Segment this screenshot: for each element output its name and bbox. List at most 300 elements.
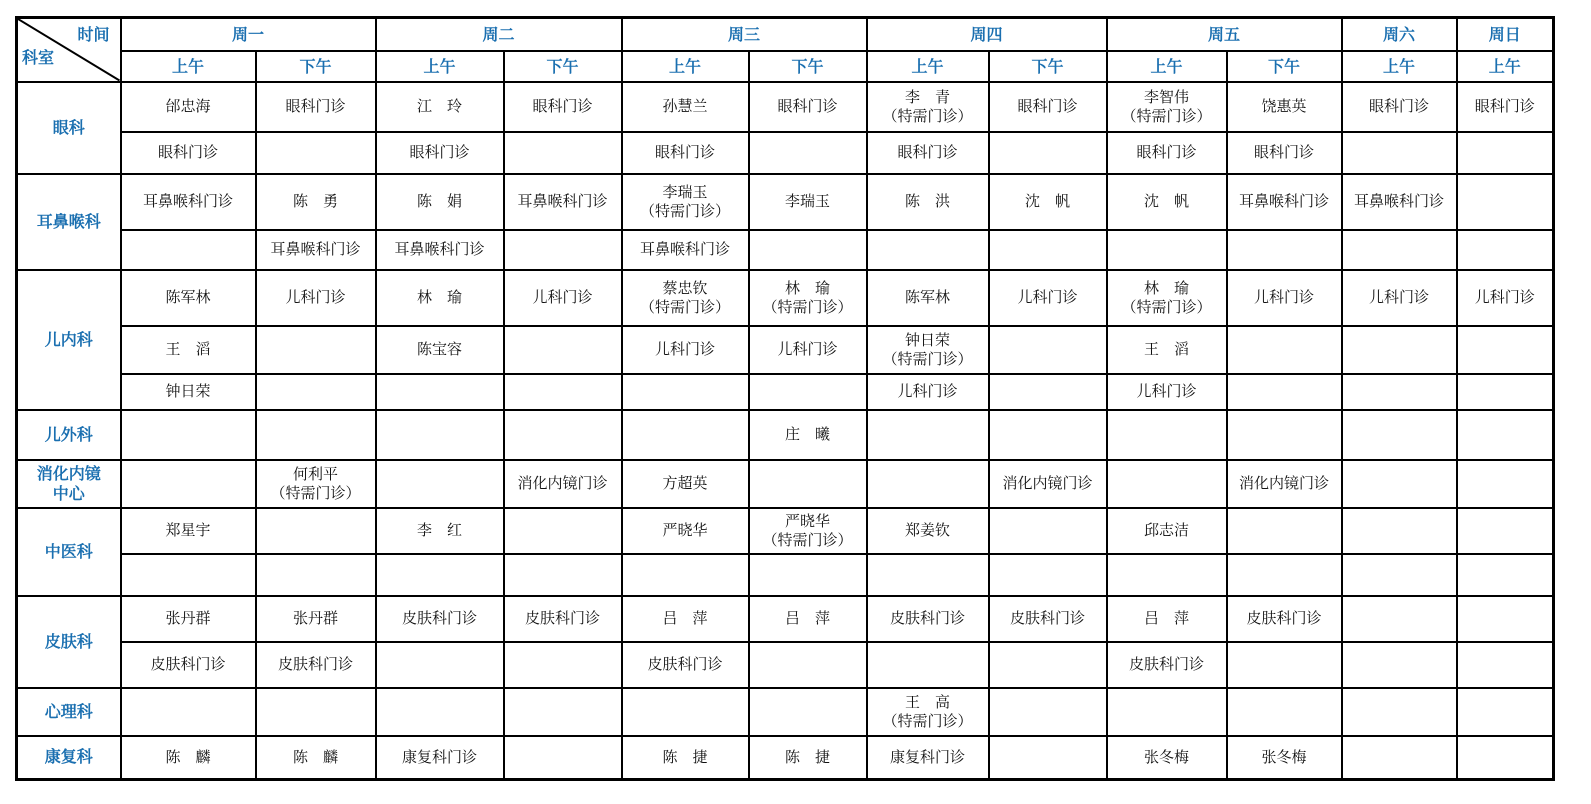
schedule-cell bbox=[1107, 230, 1227, 270]
schedule-cell bbox=[504, 688, 622, 736]
schedule-cell bbox=[1227, 270, 1342, 326]
corner-header-cell bbox=[17, 18, 121, 82]
slot-header-sun-am: 上午 bbox=[1457, 51, 1554, 82]
schedule-cell bbox=[622, 596, 749, 642]
cell-primary-text: 王 高 bbox=[904, 692, 950, 711]
cell-primary-text: 儿科门诊 bbox=[1017, 288, 1078, 306]
schedule-cell bbox=[749, 508, 867, 554]
schedule-cell bbox=[504, 132, 622, 174]
schedule-cell bbox=[1342, 230, 1457, 270]
schedule-cell bbox=[622, 736, 749, 780]
schedule-cell bbox=[867, 508, 989, 554]
schedule-cell bbox=[256, 82, 376, 132]
slot-header-wed-pm: 下午 bbox=[749, 51, 867, 82]
table-row bbox=[17, 554, 1554, 596]
schedule-cell bbox=[622, 410, 749, 460]
schedule-cell bbox=[749, 230, 867, 270]
schedule-cell bbox=[989, 230, 1107, 270]
schedule-cell bbox=[121, 460, 256, 508]
schedule-cell bbox=[867, 230, 989, 270]
department-label-line: 中心 bbox=[52, 483, 85, 503]
cell-primary-text: 李智伟 bbox=[1143, 87, 1189, 106]
schedule-cell bbox=[867, 326, 989, 374]
cell-primary-text: 钟日荣 bbox=[904, 330, 950, 349]
schedule-cell bbox=[1457, 374, 1554, 410]
cell-primary-text: 严晓华 bbox=[784, 511, 830, 530]
schedule-cell bbox=[749, 736, 867, 780]
schedule-cell bbox=[121, 326, 256, 374]
cell-primary-text: 方超英 bbox=[662, 474, 708, 492]
table-row bbox=[17, 374, 1554, 410]
cell-primary-text: 张丹群 bbox=[292, 609, 338, 627]
cell-primary-text: 耳鼻喉科门诊 bbox=[270, 240, 361, 258]
cell-primary-text: 耳鼻喉科门诊 bbox=[639, 240, 730, 258]
schedule-cell bbox=[376, 554, 504, 596]
schedule-cell bbox=[622, 270, 749, 326]
schedule-cell bbox=[1227, 460, 1342, 508]
schedule-cell bbox=[504, 174, 622, 230]
table-row bbox=[17, 642, 1554, 688]
schedule-cell bbox=[1342, 326, 1457, 374]
schedule-cell bbox=[376, 174, 504, 230]
schedule-cell bbox=[1227, 230, 1342, 270]
cell-note-text: （特需门诊） bbox=[270, 483, 361, 502]
cell-primary-text: 严晓华 bbox=[662, 521, 708, 539]
schedule-cell bbox=[749, 410, 867, 460]
cell-primary-text: 林 瑜 bbox=[784, 278, 830, 297]
schedule-cell bbox=[1107, 642, 1227, 688]
cell-primary-text: 眼科门诊 bbox=[532, 97, 593, 115]
cell-note-text: （特需门诊） bbox=[882, 106, 973, 125]
cell-primary-text: 康复科门诊 bbox=[889, 747, 965, 766]
cell-primary-text: 消化内镜门诊 bbox=[1238, 474, 1329, 492]
schedule-cell bbox=[1107, 554, 1227, 596]
schedule-cell bbox=[256, 736, 376, 780]
schedule-cell bbox=[749, 688, 867, 736]
schedule-cell bbox=[989, 326, 1107, 374]
cell-primary-text: 眼科门诊 bbox=[1474, 97, 1535, 115]
department-label: 皮肤科 bbox=[17, 596, 121, 688]
schedule-cell bbox=[504, 508, 622, 554]
schedule-cell bbox=[989, 554, 1107, 596]
cell-primary-text: 邰忠海 bbox=[165, 97, 211, 115]
schedule-cell bbox=[1342, 554, 1457, 596]
cell-primary-text: 眼科门诊 bbox=[1136, 143, 1197, 161]
schedule-cell bbox=[121, 132, 256, 174]
cell-primary-text: 儿科门诊 bbox=[1253, 288, 1314, 306]
schedule-cell bbox=[256, 270, 376, 326]
cell-primary-text: 张冬梅 bbox=[1143, 747, 1189, 766]
cell-primary-text: 林 瑜 bbox=[1143, 278, 1189, 297]
cell-primary-text: 饶惠英 bbox=[1261, 97, 1307, 115]
slot-header-wed-am: 上午 bbox=[622, 51, 749, 82]
schedule-cell bbox=[256, 374, 376, 410]
slot-header-tue-am: 上午 bbox=[376, 51, 504, 82]
cell-note-text: （特需门诊） bbox=[762, 297, 853, 316]
schedule-cell bbox=[989, 410, 1107, 460]
schedule-cell bbox=[1107, 460, 1227, 508]
schedule-cell bbox=[1457, 326, 1554, 374]
schedule-cell bbox=[622, 326, 749, 374]
cell-primary-text: 何利平 bbox=[292, 464, 338, 483]
schedule-cell bbox=[121, 374, 256, 410]
cell-primary-text: 消化内镜门诊 bbox=[517, 474, 608, 492]
corner-dept-label: 科室 bbox=[22, 47, 55, 67]
cell-note-text: （特需门诊） bbox=[639, 297, 730, 316]
cell-primary-text: 孙慧兰 bbox=[662, 97, 708, 115]
table-row bbox=[17, 132, 1554, 174]
schedule-cell bbox=[989, 596, 1107, 642]
schedule-cell bbox=[1457, 642, 1554, 688]
schedule-cell bbox=[256, 460, 376, 508]
table-row bbox=[17, 596, 1554, 642]
schedule-cell bbox=[749, 132, 867, 174]
schedule-cell bbox=[1457, 460, 1554, 508]
cell-primary-text: 陈军林 bbox=[904, 288, 950, 306]
schedule-cell bbox=[504, 410, 622, 460]
cell-primary-text: 眼科门诊 bbox=[654, 143, 715, 161]
table-row bbox=[17, 688, 1554, 736]
schedule-cell bbox=[1457, 270, 1554, 326]
cell-primary-text: 眼科门诊 bbox=[1253, 143, 1314, 161]
table-row bbox=[17, 508, 1554, 554]
slot-header-mon-pm: 下午 bbox=[256, 51, 376, 82]
corner-time-label: 时间 bbox=[77, 25, 110, 44]
schedule-cell bbox=[1342, 736, 1457, 780]
schedule-cell bbox=[1107, 270, 1227, 326]
slot-header-mon-am: 上午 bbox=[121, 51, 256, 82]
cell-primary-text: 王 滔 bbox=[165, 340, 211, 358]
schedule-cell bbox=[749, 460, 867, 508]
schedule-cell bbox=[1107, 596, 1227, 642]
cell-primary-text: 吕 萍 bbox=[662, 609, 708, 627]
schedule-cell bbox=[989, 374, 1107, 410]
schedule-cell bbox=[749, 642, 867, 688]
cell-primary-text: 皮肤科门诊 bbox=[647, 655, 723, 673]
schedule-cell bbox=[256, 132, 376, 174]
schedule-cell bbox=[867, 82, 989, 132]
table-row bbox=[17, 174, 1554, 230]
department-label: 心理科 bbox=[17, 688, 121, 736]
slot-header-sat-am: 上午 bbox=[1342, 51, 1457, 82]
cell-primary-text: 皮肤科门诊 bbox=[524, 609, 600, 627]
schedule-cell bbox=[867, 270, 989, 326]
schedule-cell bbox=[504, 270, 622, 326]
schedule-cell bbox=[622, 642, 749, 688]
cell-note-text: （特需门诊） bbox=[639, 201, 730, 220]
schedule-cell bbox=[622, 688, 749, 736]
cell-primary-text: 钟日荣 bbox=[165, 382, 211, 400]
cell-note-text: （特需门诊） bbox=[882, 349, 973, 368]
cell-primary-text: 儿科门诊 bbox=[285, 288, 346, 306]
schedule-cell bbox=[1342, 508, 1457, 554]
schedule-cell bbox=[1342, 410, 1457, 460]
schedule-cell bbox=[1107, 82, 1227, 132]
schedule-cell bbox=[504, 460, 622, 508]
schedule-cell bbox=[1342, 82, 1457, 132]
schedule-cell bbox=[989, 270, 1107, 326]
cell-primary-text: 耳鼻喉科门诊 bbox=[1353, 192, 1444, 210]
slot-header-tue-pm: 下午 bbox=[504, 51, 622, 82]
cell-primary-text: 眼科门诊 bbox=[1017, 97, 1078, 115]
schedule-cell bbox=[1457, 736, 1554, 780]
schedule-cell bbox=[1342, 596, 1457, 642]
schedule-cell bbox=[622, 554, 749, 596]
schedule-cell bbox=[749, 554, 867, 596]
department-label: 儿内科 bbox=[17, 270, 121, 410]
table-row bbox=[17, 460, 1554, 508]
cell-primary-text: 郑星宇 bbox=[165, 521, 211, 539]
schedule-cell bbox=[121, 642, 256, 688]
cell-primary-text: 江 玲 bbox=[416, 97, 462, 115]
cell-primary-text: 儿科门诊 bbox=[654, 340, 715, 358]
schedule-cell bbox=[121, 596, 256, 642]
schedule-cell bbox=[1227, 688, 1342, 736]
schedule-cell bbox=[1227, 596, 1342, 642]
cell-primary-text: 康复科门诊 bbox=[401, 747, 477, 766]
cell-primary-text: 眼科门诊 bbox=[409, 143, 470, 161]
schedule-cell bbox=[867, 554, 989, 596]
schedule-cell bbox=[989, 736, 1107, 780]
schedule-cell bbox=[376, 508, 504, 554]
schedule-cell bbox=[1107, 410, 1227, 460]
cell-primary-text: 儿科门诊 bbox=[1136, 382, 1197, 400]
cell-primary-text: 眼科门诊 bbox=[897, 143, 958, 161]
schedule-cell bbox=[256, 326, 376, 374]
schedule-cell bbox=[749, 596, 867, 642]
cell-primary-text: 消化内镜门诊 bbox=[1002, 474, 1093, 492]
cell-note-text: （特需门诊） bbox=[1121, 106, 1212, 125]
cell-primary-text: 李瑞玉 bbox=[784, 192, 830, 210]
schedule-cell bbox=[989, 174, 1107, 230]
schedule-cell bbox=[1342, 270, 1457, 326]
schedule-body bbox=[17, 82, 1554, 780]
schedule-cell bbox=[121, 554, 256, 596]
schedule-cell bbox=[1342, 374, 1457, 410]
cell-primary-text: 陈 捷 bbox=[784, 747, 830, 766]
day-header-fri: 周五 bbox=[1107, 18, 1342, 51]
schedule-cell bbox=[749, 174, 867, 230]
schedule-cell bbox=[256, 508, 376, 554]
cell-primary-text: 陈宝容 bbox=[416, 340, 462, 358]
schedule-cell bbox=[376, 642, 504, 688]
schedule-cell bbox=[504, 736, 622, 780]
schedule-cell bbox=[376, 374, 504, 410]
schedule-cell bbox=[867, 642, 989, 688]
schedule-cell bbox=[504, 82, 622, 132]
schedule-cell bbox=[1457, 596, 1554, 642]
schedule-cell bbox=[989, 688, 1107, 736]
department-label: 眼科 bbox=[17, 82, 121, 174]
table-row bbox=[17, 270, 1554, 326]
schedule-cell bbox=[376, 596, 504, 642]
schedule-cell bbox=[1342, 132, 1457, 174]
table-row bbox=[17, 326, 1554, 374]
schedule-cell bbox=[989, 642, 1107, 688]
table-row bbox=[17, 82, 1554, 132]
day-header-tue: 周二 bbox=[376, 18, 622, 51]
cell-primary-text: 耳鼻喉科门诊 bbox=[1238, 192, 1329, 210]
schedule-cell bbox=[256, 174, 376, 230]
schedule-cell bbox=[376, 326, 504, 374]
schedule-cell bbox=[121, 270, 256, 326]
schedule-cell bbox=[622, 174, 749, 230]
cell-primary-text: 皮肤科门诊 bbox=[150, 655, 226, 673]
cell-primary-text: 李 红 bbox=[416, 521, 462, 539]
schedule-cell bbox=[867, 132, 989, 174]
table-row bbox=[17, 230, 1554, 270]
schedule-cell bbox=[376, 688, 504, 736]
cell-primary-text: 耳鼻喉科门诊 bbox=[142, 192, 233, 210]
schedule-cell bbox=[622, 132, 749, 174]
cell-primary-text: 王 滔 bbox=[1143, 340, 1189, 358]
cell-primary-text: 眼科门诊 bbox=[285, 97, 346, 115]
day-header-sun: 周日 bbox=[1457, 18, 1554, 51]
cell-note-text: （特需门诊） bbox=[882, 711, 973, 730]
department-label: 耳鼻喉科 bbox=[17, 174, 121, 270]
schedule-cell bbox=[749, 326, 867, 374]
schedule-cell bbox=[1342, 688, 1457, 736]
schedule-cell bbox=[1107, 688, 1227, 736]
schedule-cell bbox=[1457, 230, 1554, 270]
schedule-cell bbox=[121, 688, 256, 736]
day-header-sat: 周六 bbox=[1342, 18, 1457, 51]
schedule-cell bbox=[1457, 688, 1554, 736]
schedule-cell bbox=[1107, 326, 1227, 374]
schedule-cell bbox=[749, 270, 867, 326]
schedule-cell bbox=[622, 82, 749, 132]
cell-primary-text: 陈军林 bbox=[165, 288, 211, 306]
cell-primary-text: 邱志洁 bbox=[1143, 521, 1189, 539]
cell-primary-text: 耳鼻喉科门诊 bbox=[517, 192, 608, 210]
cell-primary-text: 沈 帆 bbox=[1143, 192, 1189, 210]
schedule-cell bbox=[622, 508, 749, 554]
schedule-cell bbox=[121, 174, 256, 230]
cell-primary-text: 皮肤科门诊 bbox=[1128, 655, 1204, 673]
cell-primary-text: 郑姜钦 bbox=[904, 521, 950, 539]
day-header-wed: 周三 bbox=[622, 18, 867, 51]
schedule-cell bbox=[867, 410, 989, 460]
schedule-cell bbox=[867, 736, 989, 780]
schedule-cell bbox=[1227, 326, 1342, 374]
schedule-cell bbox=[1227, 132, 1342, 174]
cell-primary-text: 陈 麟 bbox=[165, 747, 211, 766]
cell-primary-text: 眼科门诊 bbox=[157, 143, 218, 161]
schedule-cell bbox=[867, 460, 989, 508]
schedule-cell bbox=[1107, 374, 1227, 410]
cell-primary-text: 皮肤科门诊 bbox=[401, 609, 477, 627]
schedule-cell bbox=[1227, 554, 1342, 596]
cell-primary-text: 眼科门诊 bbox=[777, 97, 838, 115]
cell-primary-text: 吕 萍 bbox=[784, 609, 830, 627]
schedule-cell bbox=[121, 410, 256, 460]
schedule-cell bbox=[1342, 642, 1457, 688]
schedule-cell bbox=[989, 460, 1107, 508]
schedule-cell bbox=[1227, 374, 1342, 410]
cell-primary-text: 陈 娟 bbox=[416, 192, 462, 210]
cell-primary-text: 儿科门诊 bbox=[532, 288, 593, 306]
cell-note-text: （特需门诊） bbox=[1121, 297, 1212, 316]
slot-header-fri-pm: 下午 bbox=[1227, 51, 1342, 82]
cell-primary-text: 儿科门诊 bbox=[777, 340, 838, 358]
schedule-cell bbox=[1342, 174, 1457, 230]
day-header-row bbox=[17, 18, 1554, 51]
schedule-cell bbox=[867, 374, 989, 410]
schedule-cell bbox=[256, 596, 376, 642]
schedule-cell bbox=[1227, 82, 1342, 132]
schedule-cell bbox=[749, 374, 867, 410]
schedule-cell bbox=[867, 596, 989, 642]
schedule-cell bbox=[622, 374, 749, 410]
cell-note-text: （特需门诊） bbox=[762, 530, 853, 549]
schedule-cell bbox=[256, 554, 376, 596]
department-label-line: 消化内镜 bbox=[36, 463, 101, 483]
cell-primary-text: 陈 麟 bbox=[292, 747, 338, 766]
schedule-cell bbox=[1107, 508, 1227, 554]
schedule-cell bbox=[504, 596, 622, 642]
slot-header-row bbox=[17, 51, 1554, 82]
cell-primary-text: 张冬梅 bbox=[1261, 747, 1307, 766]
cell-primary-text: 皮肤科门诊 bbox=[277, 655, 353, 673]
schedule-cell bbox=[1457, 508, 1554, 554]
department-label: 儿外科 bbox=[17, 410, 121, 460]
schedule-cell bbox=[1457, 82, 1554, 132]
department-label bbox=[17, 460, 121, 508]
cell-primary-text: 张丹群 bbox=[165, 609, 211, 627]
slot-header-fri-am: 上午 bbox=[1107, 51, 1227, 82]
cell-primary-text: 皮肤科门诊 bbox=[1009, 609, 1085, 627]
day-header-mon: 周一 bbox=[121, 18, 376, 51]
schedule-cell bbox=[121, 508, 256, 554]
cell-primary-text: 李 青 bbox=[904, 87, 950, 106]
schedule-cell bbox=[376, 460, 504, 508]
cell-primary-text: 皮肤科门诊 bbox=[889, 609, 965, 627]
schedule-cell bbox=[121, 82, 256, 132]
schedule-cell bbox=[504, 374, 622, 410]
schedule-cell bbox=[121, 736, 256, 780]
table-row bbox=[17, 410, 1554, 460]
schedule-cell bbox=[749, 82, 867, 132]
cell-primary-text: 沈 帆 bbox=[1024, 192, 1070, 210]
schedule-cell bbox=[622, 230, 749, 270]
cell-primary-text: 蔡忠钦 bbox=[662, 278, 708, 297]
schedule-cell bbox=[1457, 174, 1554, 230]
schedule-cell bbox=[376, 270, 504, 326]
schedule-cell bbox=[1227, 410, 1342, 460]
cell-primary-text: 李瑞玉 bbox=[662, 182, 708, 201]
slot-header-thu-am: 上午 bbox=[867, 51, 989, 82]
table-row bbox=[17, 736, 1554, 780]
schedule-cell bbox=[376, 410, 504, 460]
schedule-cell bbox=[121, 230, 256, 270]
schedule-cell bbox=[989, 82, 1107, 132]
schedule-cell bbox=[867, 174, 989, 230]
day-header-thu: 周四 bbox=[867, 18, 1107, 51]
outpatient-schedule-table bbox=[15, 16, 1555, 781]
schedule-cell bbox=[1457, 132, 1554, 174]
schedule-cell bbox=[504, 230, 622, 270]
schedule-cell bbox=[504, 326, 622, 374]
schedule-cell bbox=[1342, 460, 1457, 508]
cell-primary-text: 庄 曦 bbox=[784, 425, 830, 443]
schedule-cell bbox=[504, 642, 622, 688]
schedule-cell bbox=[1227, 736, 1342, 780]
schedule-cell bbox=[376, 230, 504, 270]
schedule-cell bbox=[1107, 174, 1227, 230]
schedule-cell bbox=[1457, 410, 1554, 460]
cell-primary-text: 吕 萍 bbox=[1143, 609, 1189, 627]
cell-primary-text: 儿科门诊 bbox=[897, 382, 958, 400]
